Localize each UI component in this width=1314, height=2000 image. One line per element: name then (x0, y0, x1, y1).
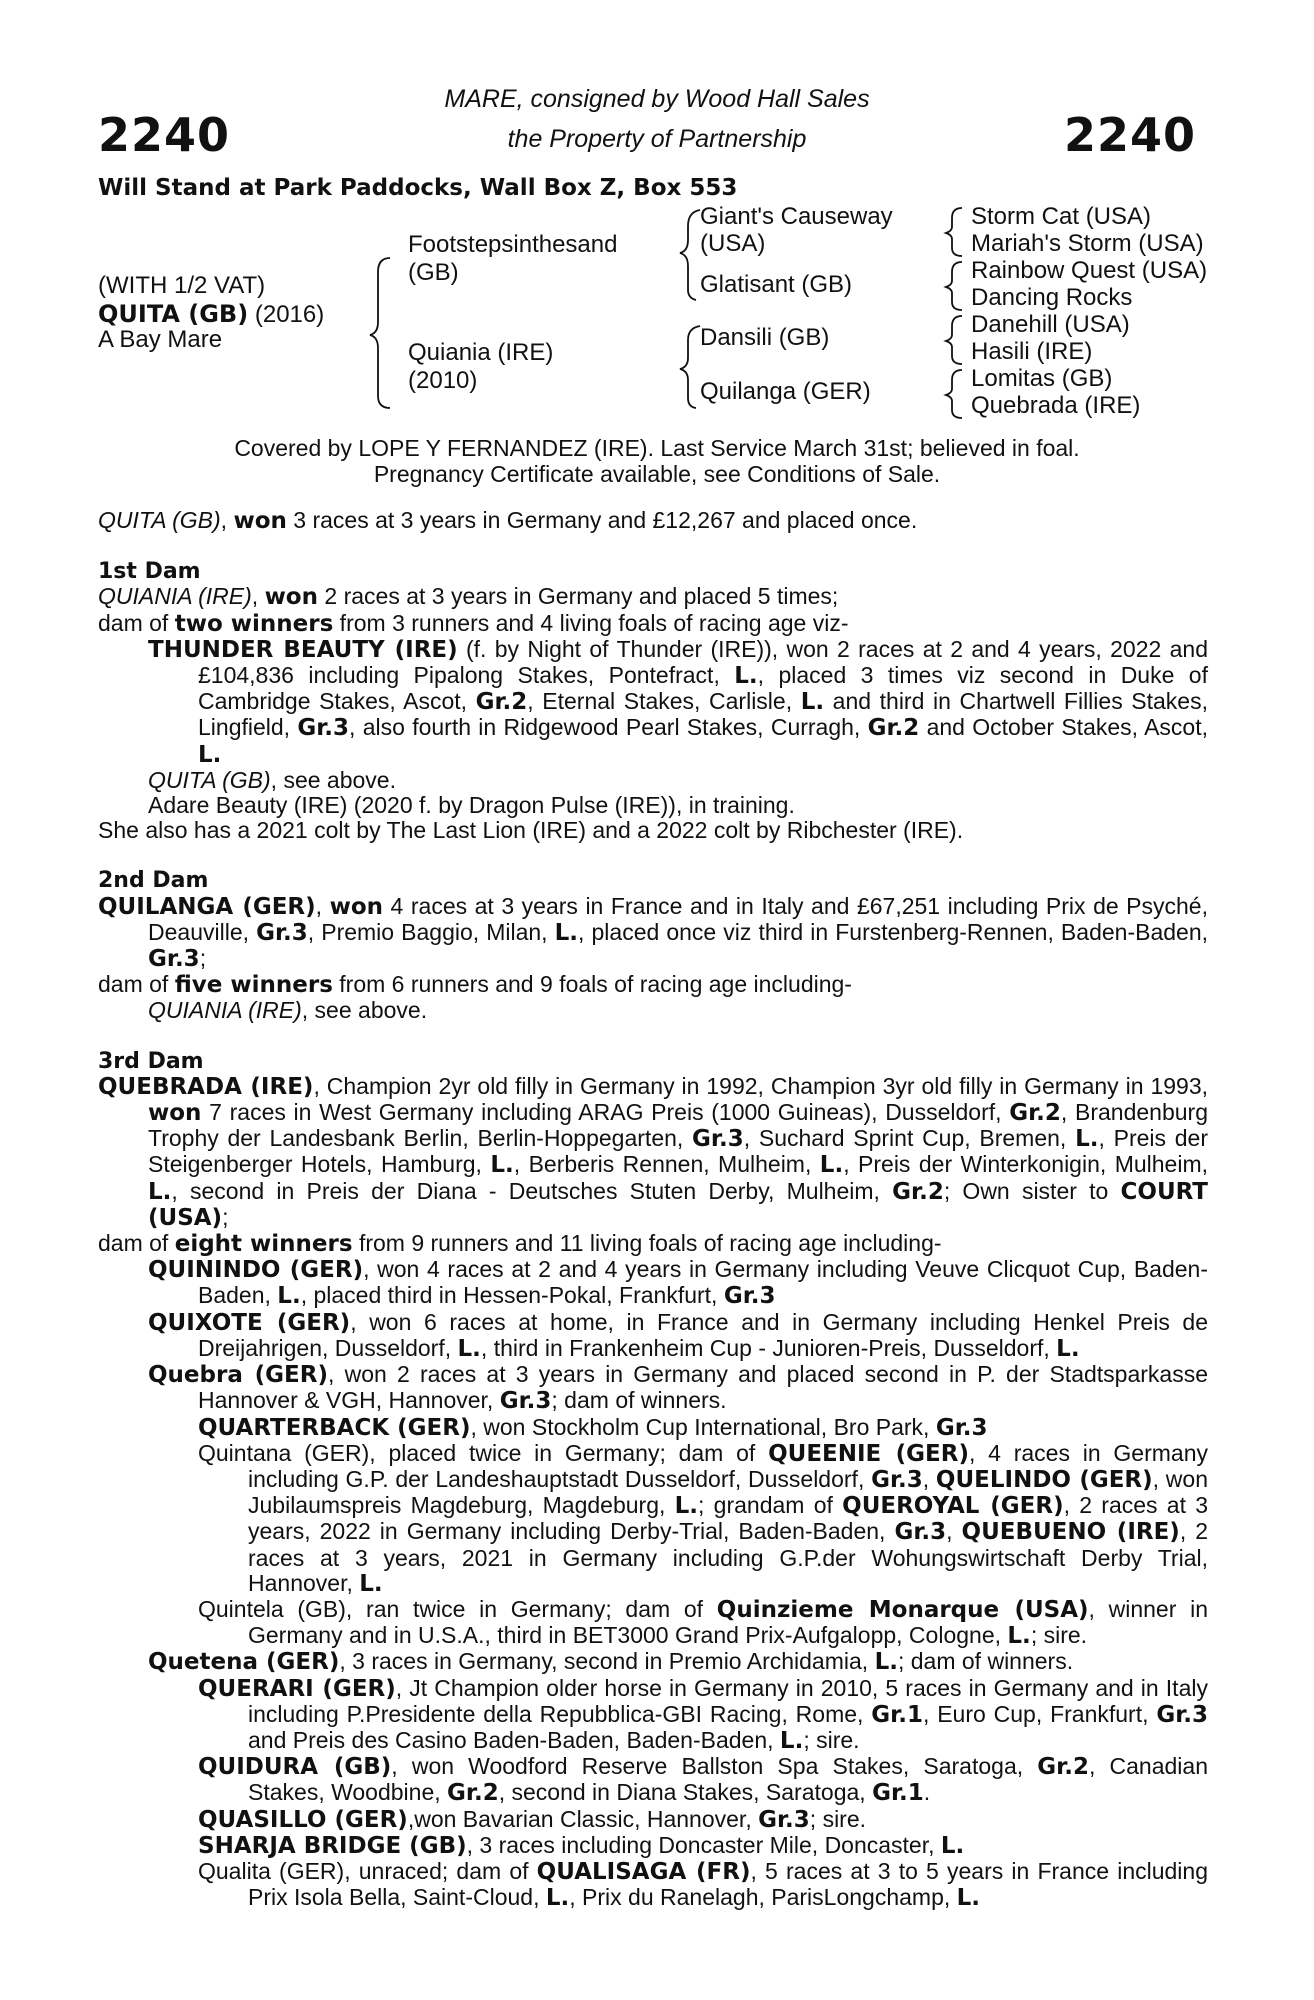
text-frag: , 3 races in Germany, second in Premio Archidamia, (339, 1648, 875, 1675)
text-frag: from 6 runners and 9 foals of racing age including- (332, 971, 852, 998)
grade-bold: L. (198, 741, 222, 768)
text-frag: , Champion 2yr old filly in Germany in 1992, Champion 3yr old filly in Germany in 1993, (313, 1072, 1209, 1099)
text-frag: , second in Diana Stakes, Saratoga, (498, 1779, 873, 1806)
horse-bold: QUIDURA (GB) (198, 1754, 392, 1781)
text-frag: , placed once viz third in Furstenberg-Rennen, Baden-Baden, (578, 918, 1208, 945)
stand-location: Will Stand at Park Paddocks, Wall Box Z, Box 553 (98, 175, 738, 201)
text-frag: , 5 races at 3 to 5 years in France including Prix Isola Bella, Saint-Cloud, (248, 1857, 1208, 1911)
horse-bold: QUEBRADA (IRE) (98, 1073, 314, 1100)
entry-quarterback (98, 1415, 1208, 1441)
grade-bold: Gr.3 (256, 919, 308, 946)
winners-bold: eight winners (174, 1231, 353, 1258)
horse-name-italic: QUITA (GB) (98, 507, 221, 533)
grade-bold: Gr.3 (148, 946, 200, 973)
text-frag: , (922, 1465, 936, 1492)
text-frag: , (315, 892, 330, 919)
text-frag: , Euro Cup, Frankfurt, (922, 1700, 1157, 1727)
bracket-a3 (946, 316, 962, 364)
grade-bold: Gr.3 (894, 1519, 947, 1546)
text-frag: ; grandam of (698, 1492, 843, 1519)
second-dam-heading: 2nd Dam (98, 868, 209, 894)
text-frag: 3 races at 3 years in Germany and £12,267 and placed once. (286, 507, 918, 533)
winners-bold: two winners (174, 610, 334, 637)
grade-bold: Gr.3 (692, 1126, 744, 1153)
entry-quixote (98, 1310, 1208, 1362)
covered-note: Covered by LOPE Y FERNANDEZ (IRE). Last Service March 31st; believed in foal. (234, 435, 1080, 461)
grade-bold: L. (779, 1727, 804, 1754)
text-frag: and Preis des Casino Baden-Baden, Baden-Baden, (248, 1726, 780, 1753)
text-frag: , Premio Baggio, Milan, (307, 918, 555, 945)
text-frag: , see above. (301, 997, 428, 1024)
horse-bold: Quinzieme Monarque (USA) (716, 1596, 1089, 1623)
won-bold: won (264, 584, 318, 611)
text-frag: , 2 races at 3 years, 2022 in Germany including Derby-Trial, Baden-Baden, (248, 1492, 1208, 1545)
horse-bold: Quetena (GER) (148, 1649, 340, 1676)
grade-bold: L. (819, 1152, 844, 1179)
grade-bold: Gr.1 (871, 1701, 923, 1728)
text-frag: , (220, 507, 234, 533)
horse-bold: QUEROYAL (GER) (842, 1493, 1064, 1520)
text-frag: 4 races at 3 years in France and in Italy and £67,251 including Prix de Psyché, Deauville, (148, 892, 1208, 945)
horse-bold: QUEBUENO (IRE) (961, 1519, 1180, 1546)
entry-quilanga (98, 894, 1208, 973)
entry-quinindo (98, 1257, 1208, 1309)
text-frag: ; dam of winners. (551, 1387, 727, 1414)
text-frag: and third in Chartwell Fillies Stakes, Lingfield, (198, 688, 1208, 741)
grade-bold: Gr.2 (892, 1178, 944, 1205)
text-frag: ; Own sister to (943, 1177, 1121, 1204)
horse-bold: Quebra (GER) (148, 1362, 328, 1389)
text-frag: Quintana (GER), placed twice in Germany; dam of (198, 1439, 769, 1466)
ancestor-7: Lomitas (GB) (971, 365, 1113, 392)
bracket-a1 (946, 208, 962, 256)
grade-bold: Gr.3 (499, 1388, 552, 1415)
horse-bold: QUARTERBACK (GER) (198, 1414, 471, 1441)
text-frag: , won 2 races at 3 years in Germany and placed second in P. der Stadtsparkasse Hannover & VGH, Hannover, (198, 1361, 1208, 1414)
text-frag: , see above. (270, 766, 396, 793)
bracket-sire (680, 210, 700, 300)
horse-bold: QUININDO (GER) (148, 1257, 364, 1284)
spacer (98, 534, 1208, 559)
horse-bold: QUELINDO (GER) (935, 1466, 1153, 1493)
text-frag: dam of (98, 609, 175, 636)
grade-bold: L. (148, 1178, 172, 1205)
catalogue-body (98, 508, 1208, 1911)
grade-bold: Gr.3 (758, 1806, 810, 1833)
horse-bold: SHARJA BRIDGE (GB) (198, 1832, 467, 1859)
consignment-line: MARE, consigned by Wood Hall Sales (444, 85, 870, 113)
horse-description: A Bay Mare (98, 326, 223, 353)
text-frag: , placed third in Hessen-Pokal, Frankfurt, (300, 1282, 724, 1309)
grade-bold: L. (554, 919, 579, 946)
horse-bold: QUERARI (GER) (198, 1675, 396, 1702)
grade-bold: L. (800, 689, 825, 716)
text-frag: , placed 3 times viz second in Duke of Cambridge Stakes, Ascot, (198, 662, 1208, 715)
granddam-1: Glatisant (GB) (700, 271, 853, 298)
horse-italic: QUIANIA (IRE) (148, 997, 302, 1024)
grandsire-1-name: Giant's Causeway (700, 203, 893, 230)
horse-bold: QUALISAGA (FR) (536, 1858, 751, 1885)
grade-bold: L. (359, 1570, 383, 1597)
bracket-a4 (946, 370, 962, 418)
text-frag: , 2 races at 3 years, 2021 in Germany including G.P.der Wohungswirtschaft Derby Trial, Hannover, (248, 1518, 1209, 1596)
horse-bold: QUASILLO (GER) (198, 1806, 408, 1833)
text-frag: , also fourth in Ridgewood Pearl Stakes, Curragh, (349, 714, 868, 741)
grandsire-1-country: (USA) (700, 230, 766, 257)
grade-bold: L. (277, 1283, 301, 1310)
text-frag: , won Woodford Reserve Ballston Spa Stakes, Saratoga, (391, 1753, 1038, 1780)
text-frag: ; (199, 945, 207, 972)
text-frag: , Prix du Ranelagh, ParisLongchamp, (569, 1884, 957, 1911)
grade-bold: L. (674, 1493, 699, 1520)
grade-bold: L. (457, 1335, 481, 1362)
entry-quita (98, 768, 1208, 793)
text-frag: , won Jubilaumspreis Magdeburg, Magdeburg, (248, 1465, 1208, 1519)
grade-bold: Gr.3 (723, 1283, 776, 1310)
third-dam-heading: 3rd Dam (98, 1048, 204, 1074)
horse-bold: COURT (USA) (148, 1178, 1208, 1231)
also-note: She also has a 2021 colt by The Last Lion (IRE) and a 2022 colt by Ribchester (IRE). (98, 817, 964, 844)
entry-quasillo (98, 1807, 1208, 1833)
spacer (98, 1024, 1208, 1049)
dam1-produce (98, 611, 1208, 637)
text-frag: , won Stockholm Cup International, Bro Park, (470, 1413, 936, 1440)
grade-bold: L. (956, 1885, 981, 1912)
winners-bold: five winners (174, 972, 333, 999)
text-frag: . (923, 1779, 931, 1806)
grade-bold: L. (545, 1885, 570, 1912)
entry-quetena (98, 1649, 1208, 1675)
ancestor-2: Mariah's Storm (USA) (971, 230, 1204, 257)
entry-quiania (98, 998, 1208, 1023)
text-frag: , Preis der Steigenberger Hotels, Hamburg, (148, 1125, 1208, 1178)
dam-name: Quiania (IRE) (408, 339, 554, 366)
grade-bold: Gr.3 (297, 715, 350, 742)
dam1-name: QUIANIA (IRE) (98, 583, 252, 610)
sire-country: (GB) (408, 259, 459, 286)
grade-bold: Gr.2 (475, 689, 528, 716)
sire-name: Footstepsinthesand (408, 231, 618, 258)
bracket-dam (680, 326, 700, 408)
text-frag: , won 4 races at 2 and 4 years in Germany including Veuve Clicquot Cup, Baden-Baden, (198, 1256, 1208, 1309)
horse-bold: QUEENIE (GER) (768, 1440, 969, 1467)
text-frag: dam of (98, 971, 175, 998)
bracket-a2 (946, 262, 962, 310)
text-frag: , Jt Champion older horse in Germany in 2010, 5 races in Germany and in Italy including P.Presidente della Repubblica-GBI Racing, Rome, (248, 1674, 1208, 1727)
entry-thunder-beauty (98, 637, 1208, 768)
text-frag: ; (222, 1203, 229, 1230)
horse-title (98, 300, 324, 329)
text-frag: ; sire. (803, 1726, 860, 1753)
grade-bold: Gr.2 (1009, 1100, 1061, 1127)
grade-bold: Gr.3 (871, 1466, 923, 1493)
grade-bold: Gr.1 (872, 1780, 924, 1807)
horse-italic: QUITA (GB) (148, 766, 271, 793)
lot-number-left: 2240 (98, 108, 231, 162)
first-dam-heading: 1st Dam (98, 559, 201, 585)
granddam-2: Quilanga (GER) (700, 378, 871, 405)
text-frag: 7 races in West Germany including ARAG Preis (1000 Guineas), Dusseldorf, (201, 1099, 1010, 1126)
entry-quebrada (98, 1074, 1208, 1231)
ancestor-8: Quebrada (IRE) (971, 392, 1141, 419)
horse-bold: QUILANGA (GER) (98, 893, 316, 920)
entry-querari (98, 1676, 1208, 1755)
bracket-main (370, 258, 390, 408)
grade-bold: L. (1056, 1335, 1080, 1362)
text-frag: , Berberis Rennen, Mulheim, (513, 1151, 820, 1178)
dam-year: (2010) (408, 367, 478, 394)
text-frag: Quintela (GB), ran twice in Germany; dam of (198, 1595, 717, 1622)
text-frag: and October Stakes, Ascot, (919, 714, 1208, 741)
text-frag: ,won Bavarian Classic, Hannover, (407, 1805, 759, 1832)
text-frag: , Brandenburg Trophy der Landesbank Berlin, Berlin-Hoppegarten, (148, 1099, 1208, 1152)
horse-bold: THUNDER BEAUTY (IRE) (148, 636, 458, 663)
entry-adare: Adare Beauty (IRE) (2020 f. by Dragon Pulse (IRE)), in training. (148, 792, 795, 819)
grade-bold: L. (1075, 1126, 1099, 1153)
horse-summary (98, 508, 1208, 534)
spacer (98, 843, 1208, 868)
text-frag: Qualita (GER), unraced; dam of (198, 1857, 537, 1884)
entry-quintela (98, 1597, 1208, 1649)
text-frag: , (251, 583, 265, 610)
text-frag: , won 6 races at home, in France and in Germany including Henkel Preis de Dreijahrigen, Dusseldorf, (198, 1308, 1208, 1361)
entry-quidura (98, 1754, 1208, 1806)
grade-bold: L. (940, 1832, 965, 1859)
entry-quintana (98, 1441, 1208, 1597)
grade-bold: Gr.3 (935, 1414, 988, 1441)
text-frag: (f. by Night of Thunder (IRE)), won 2 races at 2 and 4 years, 2022 and £104,836 including Pipalong Stakes, Pontefract, (198, 635, 1208, 689)
text-frag: , (946, 1518, 962, 1545)
text-frag: ; dam of winners. (897, 1648, 1074, 1675)
text-frag: ; sire. (809, 1805, 867, 1832)
dam1-summary (98, 584, 1208, 610)
vat-note: (WITH 1/2 VAT) (98, 272, 266, 299)
entry-qualita (98, 1859, 1208, 1911)
text-frag: , Preis der Winterkonigin, Mulheim, (843, 1151, 1208, 1178)
dam2-produce (98, 972, 1208, 998)
text-frag: 2 races at 3 years in Germany and placed 5 times; (318, 583, 839, 610)
won-bold: won (148, 1100, 202, 1127)
text-frag: , winner in Germany and in U.S.A., third in BET3000 Grand Prix-Aufgalopp, Cologne, (248, 1595, 1208, 1649)
ancestor-3: Rainbow Quest (USA) (971, 257, 1208, 284)
grade-bold: L. (874, 1649, 898, 1676)
entry-sharja-bridge (98, 1833, 1208, 1859)
dam3-produce (98, 1231, 1208, 1257)
won-bold: won (329, 893, 384, 920)
text-frag: from 9 runners and 11 living foals of racing age including- (352, 1230, 942, 1257)
grade-bold: Gr.3 (1156, 1701, 1209, 1728)
text-frag: , 4 races in Germany including G.P. der Landeshauptstadt Dusseldorf, Dusseldorf, (248, 1439, 1208, 1492)
text-frag: , second in Preis der Diana - Deutsches Stuten Derby, Mulheim, (171, 1177, 893, 1204)
text-frag: ; sire. (1030, 1622, 1088, 1649)
grandsire-2: Dansili (GB) (700, 324, 830, 351)
horse-bold: QUIXOTE (GER) (148, 1309, 351, 1336)
entry-quebra (98, 1362, 1208, 1414)
text-frag: , 3 races including Doncaster Mile, Doncaster, (466, 1831, 941, 1858)
lot-number-right: 2240 (1063, 108, 1196, 162)
won-bold: won (233, 508, 287, 534)
grade-bold: Gr.2 (867, 715, 920, 742)
text-frag: , Suchard Sprint Cup, Bremen, (743, 1125, 1076, 1152)
grade-bold: Gr.2 (447, 1780, 499, 1807)
ancestor-5: Danehill (USA) (971, 311, 1130, 338)
pregnancy-note: Pregnancy Certificate available, see Conditions of Sale. (373, 461, 941, 487)
text-frag: , Eternal Stakes, Carlisle, (527, 688, 801, 715)
property-line: the Property of Partnership (507, 125, 807, 153)
ancestor-4: Dancing Rocks (971, 284, 1133, 311)
grade-bold: L. (1007, 1623, 1031, 1650)
grade-bold: Gr.2 (1037, 1754, 1089, 1781)
ancestor-1: Storm Cat (USA) (971, 203, 1152, 230)
text-frag: from 3 runners and 4 living foals of racing age viz- (333, 609, 849, 636)
text-frag: dam of (98, 1230, 175, 1257)
text-frag: , Canadian Stakes, Woodbine, (248, 1753, 1209, 1806)
text-frag: , third in Frankenheim Cup - Junioren-Preis, Dusseldorf, (480, 1334, 1057, 1361)
horse-year: (2016) (254, 301, 325, 328)
grade-bold: L. (490, 1152, 514, 1179)
ancestor-6: Hasili (IRE) (971, 338, 1093, 365)
horse-name: QUITA (GB) (98, 300, 249, 328)
grade-bold: L. (734, 663, 758, 690)
